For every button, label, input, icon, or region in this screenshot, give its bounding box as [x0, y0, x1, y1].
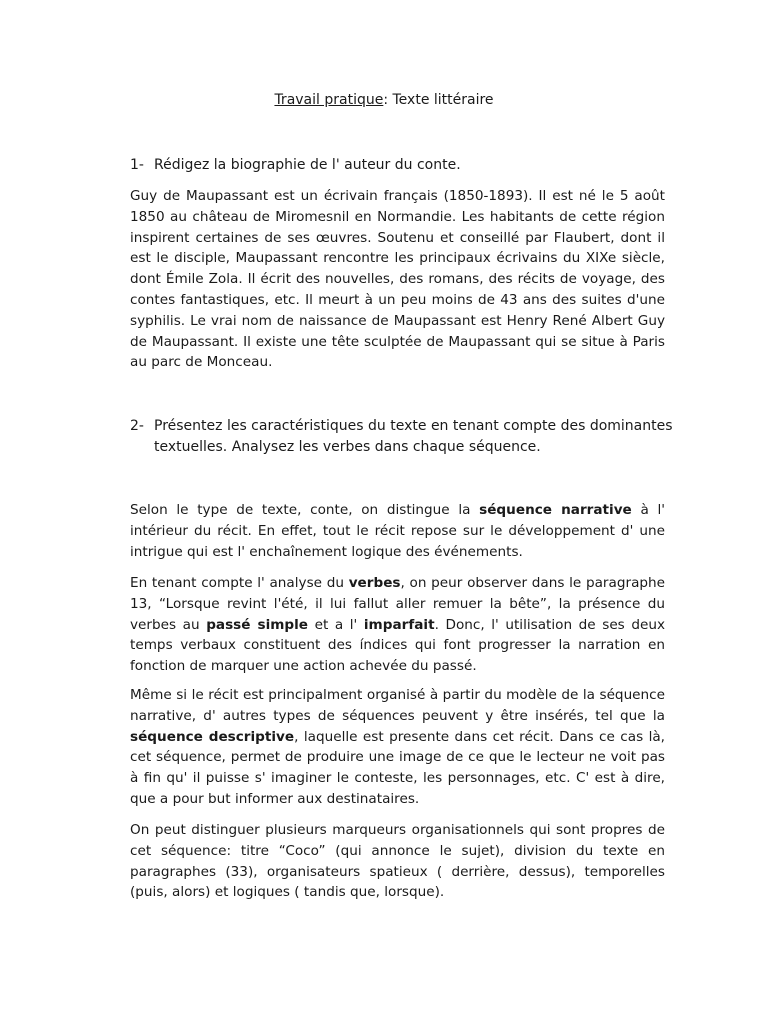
question-2 [130, 416, 690, 458]
question-1-text: Rédigez la biographie de l' auteur du conte. [154, 157, 461, 173]
question-2-line-2: textuelles. Analysez les verbes dans chaque séquence. [154, 439, 541, 455]
question-2-line-1: Présentez les caractéristiques du texte en tenant compte des dominantes [154, 418, 673, 434]
document-title [0, 92, 768, 108]
p3-text-c: , laquelle est presente dans cet récit. Dans ce cas là, cet séquence, permet de produire une image de ce que le lecteur ne voit pas à fin qu' il puisse s' imaginer le conteste, les personnages, etc. C' est à dire, que a pour but informer aux destinataires. [130, 728, 665, 807]
title-underlined: Travail pratique [274, 92, 384, 108]
biography-paragraph: Guy de Maupassant est un écrivain français (1850-1893). Il est né le 5 août 1850 au château de Miromesnil en Normandie. Les habitants de cette région inspirent certaines de ses œuvres. Soutenu et conseillé par Flaubert, dont il est le disciple, Maupassant rencontre les principaux écrivains du XIXe siècle, dont Émile Zola. Il écrit des nouvelles, des romans, des récits de voyage, des contes fantastiques, etc. Il meurt à un peu moins de 43 ans des suites d'une syphilis. Le vrai nom de naissance de Maupassant est Henry René Albert Guy de Maupassant. Il existe une tête sculptée de Maupassant qui se situe à Paris au parc de Monceau. [130, 188, 665, 371]
question-1-number: 1- [130, 157, 144, 173]
p2-bold-passe-simple: passé simple [206, 616, 309, 633]
title-rest: : Texte littéraire [383, 92, 494, 108]
paragraph-marqueurs: On peut distinguer plusieurs marqueurs organisationnels qui sont propres de cet séquence: titre “Coco” (qui annonce le sujet), division du texte en paragraphes (33), organisateurs spatieux ( derrière, dessus), temporelles (puis, alors) et logiques ( tandis que, lorsque). [130, 822, 665, 901]
paragraph-narrative [130, 500, 665, 562]
p2-text-c: , on peur observer dans le paragraphe 13, “Lorsque revint l'été, il lui fallut aller remuer la bête”, la présence du verbes au [130, 575, 666, 633]
p2-bold-verbes: verbes [348, 575, 401, 591]
question-1 [130, 155, 690, 176]
p2-text-g: . Donc, l' utilisation de ses deux temps verbaux constituent des índices qui font progresser la narration en fonction de marquer une action achevée du passé. [130, 616, 665, 675]
p1-bold-sequence-narrative: séquence narrative [479, 502, 632, 518]
p3-bold-sequence-descriptive: séquence descriptive [130, 728, 295, 745]
p2-bold-imparfait: imparfait [363, 616, 435, 633]
p2-text-a: En tenant compte l' analyse du [130, 575, 349, 591]
question-2-number: 2- [130, 418, 144, 434]
p1-text-a: Selon le type de texte, conte, on distingue la [130, 502, 480, 518]
p1-text-c: à l' intérieur du récit. En effet, tout le récit repose sur le développement d' une intrigue qui est l' enchaînement logique des événements. [130, 502, 665, 560]
p2-text-e: et a l' [308, 616, 364, 633]
paragraph-descriptive [130, 685, 665, 810]
paragraph-verbes [130, 573, 665, 677]
p3-text-a: Même si le récit est principalment organisé à partir du modèle de la séquence narrative, d' autres types de séquences peuvent y être insérés, tel que la [130, 687, 665, 724]
